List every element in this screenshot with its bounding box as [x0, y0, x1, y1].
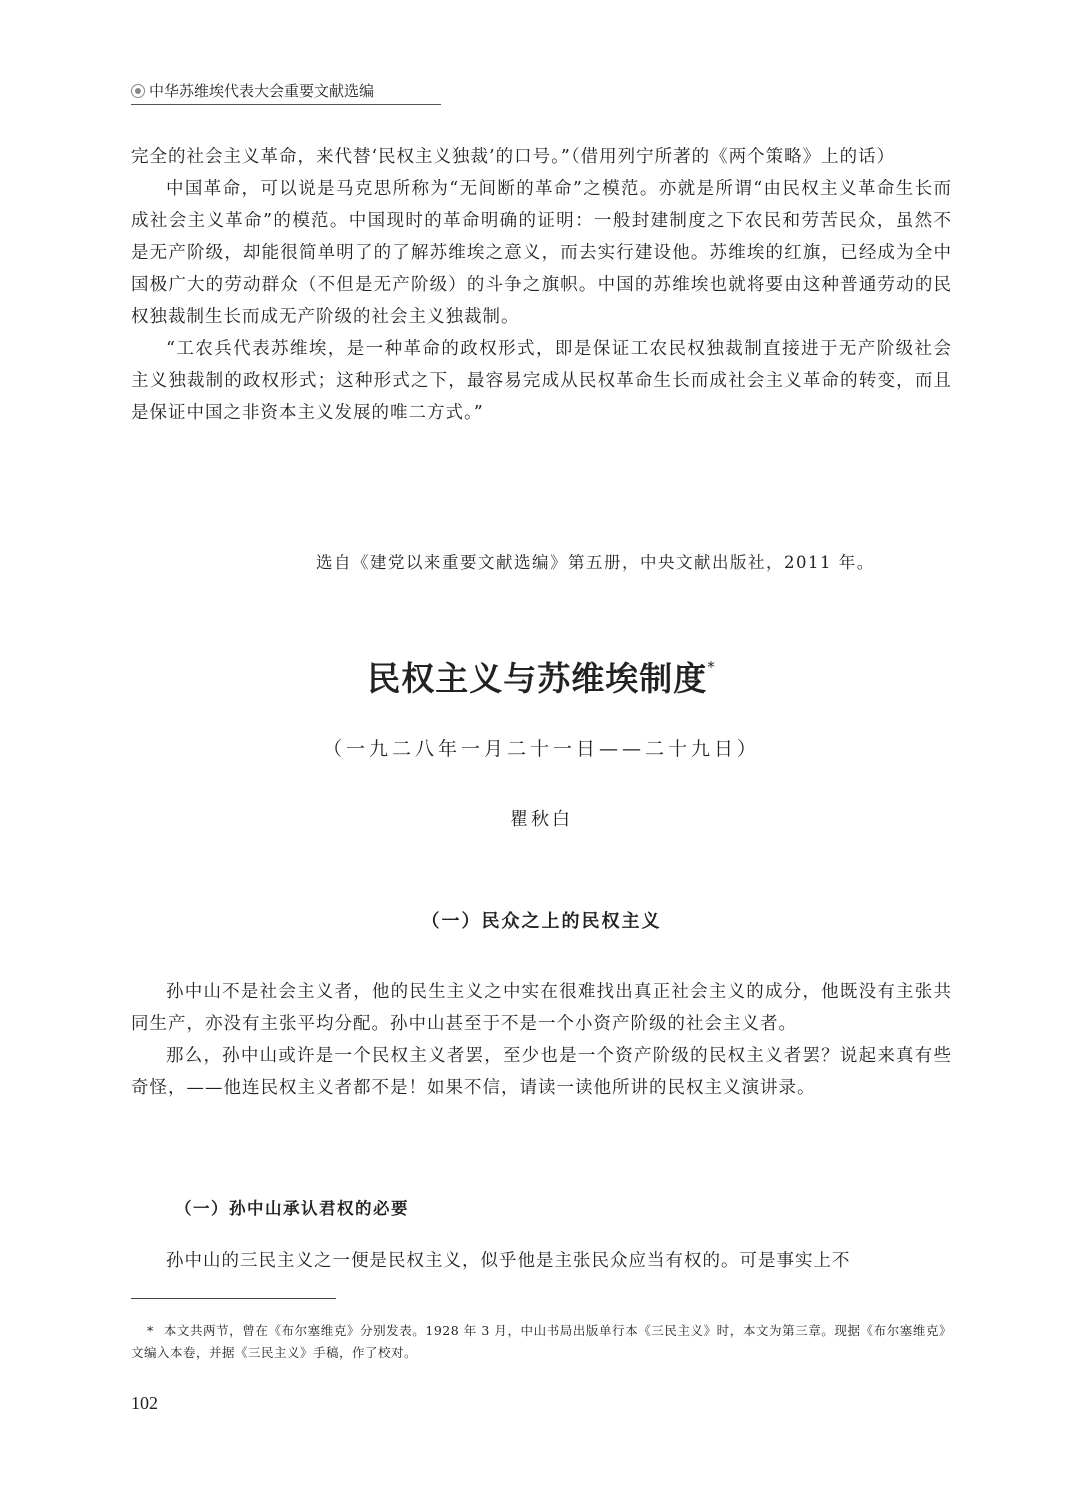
author: 瞿秋白 [510, 809, 573, 830]
running-head-text: 中华苏维埃代表大会重要文献选编 [149, 82, 375, 100]
footnote [131, 1320, 952, 1364]
last-text-block [131, 1245, 952, 1277]
footnote-mark: * [147, 1323, 154, 1338]
section-text-block [131, 976, 952, 1104]
title-footnote-mark: * [707, 658, 716, 676]
paragraph: 中国革命，可以说是马克思所称为“无间断的革命”之模范。亦就是所谓“由民权主义革命生长而成社会主义革命”的模范。中国现时的革命明确的证明：一般封建制度之下农民和劳苦民众，虽然不是无产阶级，却能很简单明了的了解苏维埃之意义，而去实行建设他。苏维埃的红旗，已经成为全中国极广大的劳动群众（不但是无产阶级）的斗争之旗帜。中国的苏维埃也就将要由这种普通劳动的民权独裁制生长而成无产阶级的社会主义独裁制。 [131, 179, 952, 327]
page-number: 102 [131, 1393, 158, 1413]
footnote-divider [131, 1298, 336, 1299]
article-title-text: 民权主义与苏维埃制度 [367, 659, 708, 698]
footnote-text: 本文共两节，曾在《布尔塞维克》分别发表。1928 年 3 月，中山书局出版单行本《三民主义》时，本文为第三章。现据《布尔塞维克》文编入本卷，并据《三民主义》手稿，作了校对。 [131, 1323, 952, 1360]
running-head-bullet-icon [131, 84, 145, 98]
source-note: 选自《建党以来重要文献选编》第五册，中央文献出版社，2011 年。 [316, 553, 875, 572]
article-title [0, 650, 1083, 702]
upper-text-block [131, 141, 952, 429]
running-head [131, 80, 441, 105]
paragraph: “工农兵代表苏维埃，是一种革命的政权形式，即是保证工农民权独裁制直接进于无产阶级社会主义独裁制的政权形式；这种形式之下，最容易完成从民权革命生长而成社会主义革命的转变，而且是保证中国之非资本主义发展的唯二方式。” [131, 339, 952, 423]
paragraph: 孙中山不是社会主义者，他的民生主义之中实在很难找出真正社会主义的成分，他既没有主张共同生产，亦没有主张平均分配。孙中山甚至于不是一个小资产阶级的社会主义者。 [131, 982, 952, 1034]
paragraph: 孙中山的三民主义之一便是民权主义，似乎他是主张民众应当有权的。可是事实上不 [166, 1251, 851, 1271]
paragraph: 完全的社会主义革命，来代替‘民权主义独裁’的口号。”（借用列宁所著的《两个策略》上的话） [131, 147, 896, 167]
sub-heading: （一）孙中山承认君权的必要 [175, 1199, 409, 1218]
section-heading: （一）民众之上的民权主义 [421, 911, 662, 932]
date-line: （一九二八年一月二十一日——二十九日） [322, 738, 760, 760]
paragraph: 那么，孙中山或许是一个民权主义者罢，至少也是一个资产阶级的民权主义者罢？说起来真有些奇怪，——他连民权主义者都不是！如果不信，请读一读他所讲的民权主义演讲录。 [131, 1046, 952, 1098]
